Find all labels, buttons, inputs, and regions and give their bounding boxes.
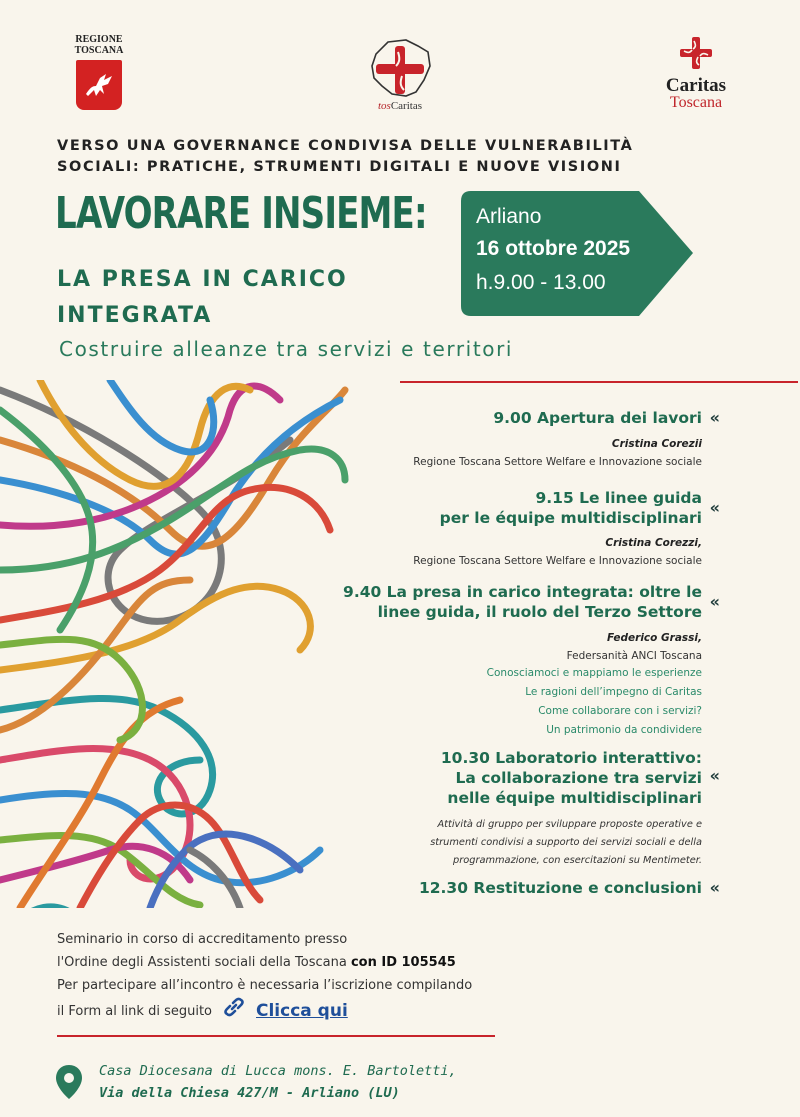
venue-name: Casa Diocesana di Lucca mons. E. Bartoletti, <box>99 1063 457 1079</box>
link-icon[interactable] <box>222 997 246 1025</box>
program-speaker: Cristina Corezzi, <box>605 537 702 549</box>
divider-top <box>400 381 798 383</box>
program-speaker: Cristina Corezii <box>611 438 702 450</box>
footer-line-3: Per partecipare all’incontro è necessaria l’iscrizione compilando <box>57 978 473 993</box>
program-item <box>413 488 720 567</box>
caritas-label: Caritas <box>665 75 727 96</box>
program-org: Federsanità ANCI Toscana <box>566 650 702 662</box>
toscana-label: TOSCANA <box>74 45 124 56</box>
map-pin-icon <box>55 1064 83 1100</box>
program-item-title-line: nelle équipe multidisciplinari <box>447 789 702 807</box>
event-date: 16 ottobre 2025 <box>476 237 631 260</box>
ropes-illustration <box>0 380 350 908</box>
event-place: Arliano <box>476 205 542 228</box>
venue-address: Via della Chiesa 427/M - Arliano (LU) <box>99 1085 400 1101</box>
regione-toscana-logo <box>64 34 134 110</box>
toscana-label-2: Toscana <box>669 94 723 111</box>
program-item <box>413 408 720 468</box>
program-desc: Attività di gruppo per sviluppare proposte operative e <box>437 819 702 830</box>
program-item-title: 9.00 Apertura dei lavori <box>493 409 702 427</box>
footer-line-1: Seminario in corso di accreditamento presso <box>57 932 348 947</box>
program-org: Regione Toscana Settore Welfare e Innovazione sociale <box>413 456 702 468</box>
kicker-heading <box>57 136 657 178</box>
tagline: Costruire alleanze tra servizi e territori <box>59 337 514 361</box>
divider-bottom <box>57 1035 495 1037</box>
chevron-icon: « <box>709 878 720 897</box>
caritas-toscana-logo <box>654 36 738 111</box>
chevron-icon: « <box>709 592 720 611</box>
chevron-icon: « <box>709 408 720 427</box>
event-date-box <box>461 191 693 316</box>
program-item-title-line: linee guida, il ruolo del Terzo Settore <box>377 603 702 621</box>
chevron-icon: « <box>709 766 720 785</box>
program-item-title: 12.30 Restituzione e conclusioni <box>418 879 702 897</box>
program-item-title-line: 9.15 Le linee guida <box>535 489 702 507</box>
program-item-title-line: 10.30 Laboratorio interattivo: <box>440 749 702 767</box>
register-link[interactable]: Clicca qui <box>256 1000 348 1021</box>
program-org: Regione Toscana Settore Welfare e Innovazione sociale <box>413 555 702 567</box>
footer-line-4: il Form al link di seguito Clicca qui <box>57 997 472 1025</box>
program-item <box>430 748 720 870</box>
tuscany-cross-icon <box>362 36 438 100</box>
program-item-title-line: 9.40 La presa in carico integrata: oltre le <box>343 583 702 601</box>
program-topic: Le ragioni dell’impegno di Caritas <box>525 686 702 698</box>
page-title: LAVORARE INSIEME: <box>55 188 427 239</box>
program-item-title-line: La collaborazione tra servizi <box>455 769 702 787</box>
venue-info <box>55 1060 457 1104</box>
accreditation-info <box>57 928 472 1025</box>
program-item <box>418 878 720 898</box>
caritas-cross-icon <box>679 36 713 70</box>
program-item-title-line: per le équipe multidisciplinari <box>439 509 702 527</box>
footer-line-2: l'Ordine degli Assistenti sociali della Toscana con ID 105545 <box>57 955 456 970</box>
program-desc: strumenti condivisi a supporto dei servizi sociali e della <box>430 837 702 848</box>
kicker-line-2: SOCIALI: PRATICHE, STRUMENTI DIGITALI E NUOVE VISIONI <box>57 159 622 175</box>
tos-caritas-logo <box>362 36 438 112</box>
program-speaker: Federico Grassi, <box>607 632 702 644</box>
chevron-icon: « <box>709 498 720 517</box>
event-time: h.9.00 - 13.00 <box>476 271 606 294</box>
program-topic: Come collaborare con i servizi? <box>538 705 702 717</box>
tos-caritas-label: tosCaritas <box>377 100 422 112</box>
pegasus-shield-icon <box>76 60 122 110</box>
regione-label: REGIONE <box>75 34 123 45</box>
page-subtitle: LA PRESA IN CARICO INTEGRATA <box>57 267 348 328</box>
program-item <box>343 582 720 740</box>
accreditation-id: con ID 105545 <box>350 955 456 970</box>
program-topic: Conosciamoci e mappiamo le esperienze <box>486 667 702 679</box>
kicker-line-1: VERSO UNA GOVERNANCE CONDIVISA DELLE VULNERABILITÀ <box>57 138 634 154</box>
program-desc: programmazione, con esercitazioni su Mentimeter. <box>452 855 702 866</box>
program-topic: Un patrimonio da condividere <box>546 724 702 736</box>
